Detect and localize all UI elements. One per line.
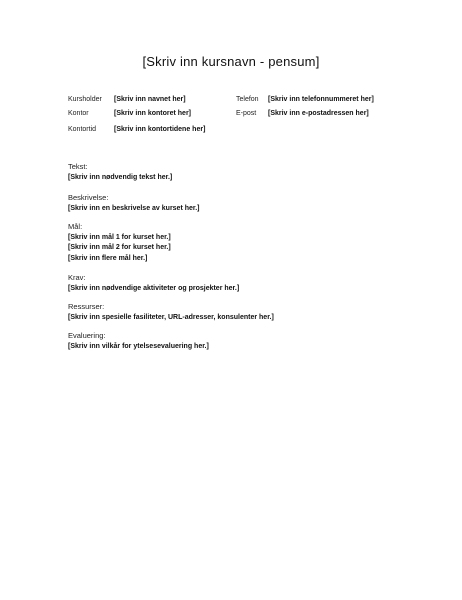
- kontor-value[interactable]: [Skriv inn kontoret her]: [114, 110, 192, 117]
- maal-label: Mål:: [68, 222, 83, 231]
- krav-value[interactable]: [Skriv inn nødvendige aktiviteter og prosjekter her.]: [68, 285, 240, 292]
- epost-label: E-post: [236, 110, 257, 117]
- maal-2-value[interactable]: [Skriv inn mål 2 for kurset her.]: [68, 244, 171, 251]
- ressurser-label: Ressurser:: [68, 302, 105, 311]
- document-title[interactable]: [Skriv inn kursnavn - pensum]: [142, 54, 320, 69]
- evaluering-value[interactable]: [Skriv inn vilkår for ytelsesevaluering her.]: [68, 343, 209, 350]
- evaluering-label: Evaluering:: [68, 331, 106, 340]
- tekst-value[interactable]: [Skriv inn nødvendig tekst her.]: [68, 174, 173, 181]
- beskrivelse-value[interactable]: [Skriv inn en beskrivelse av kurset her.]: [68, 205, 200, 212]
- maal-3-value[interactable]: [Skriv inn flere mål her.]: [68, 255, 148, 262]
- kontor-label: Kontor: [68, 110, 89, 117]
- kontortid-label: Kontortid: [68, 126, 97, 133]
- kontortid-value[interactable]: [Skriv inn kontortidene her]: [114, 126, 206, 133]
- krav-label: Krav:: [68, 273, 86, 282]
- beskrivelse-label: Beskrivelse:: [68, 193, 109, 202]
- epost-value[interactable]: [Skriv inn e-postadressen her]: [268, 110, 369, 117]
- telefon-label: Telefon: [236, 96, 259, 103]
- telefon-value[interactable]: [Skriv inn telefonnummeret her]: [268, 96, 374, 103]
- kursholder-label: Kursholder: [68, 96, 102, 103]
- kursholder-value[interactable]: [Skriv inn navnet her]: [114, 96, 186, 103]
- ressurser-value[interactable]: [Skriv inn spesielle fasiliteter, URL-adresser, konsulenter her.]: [68, 314, 274, 321]
- tekst-label: Tekst:: [68, 162, 88, 171]
- maal-1-value[interactable]: [Skriv inn mål 1 for kurset her.]: [68, 234, 171, 241]
